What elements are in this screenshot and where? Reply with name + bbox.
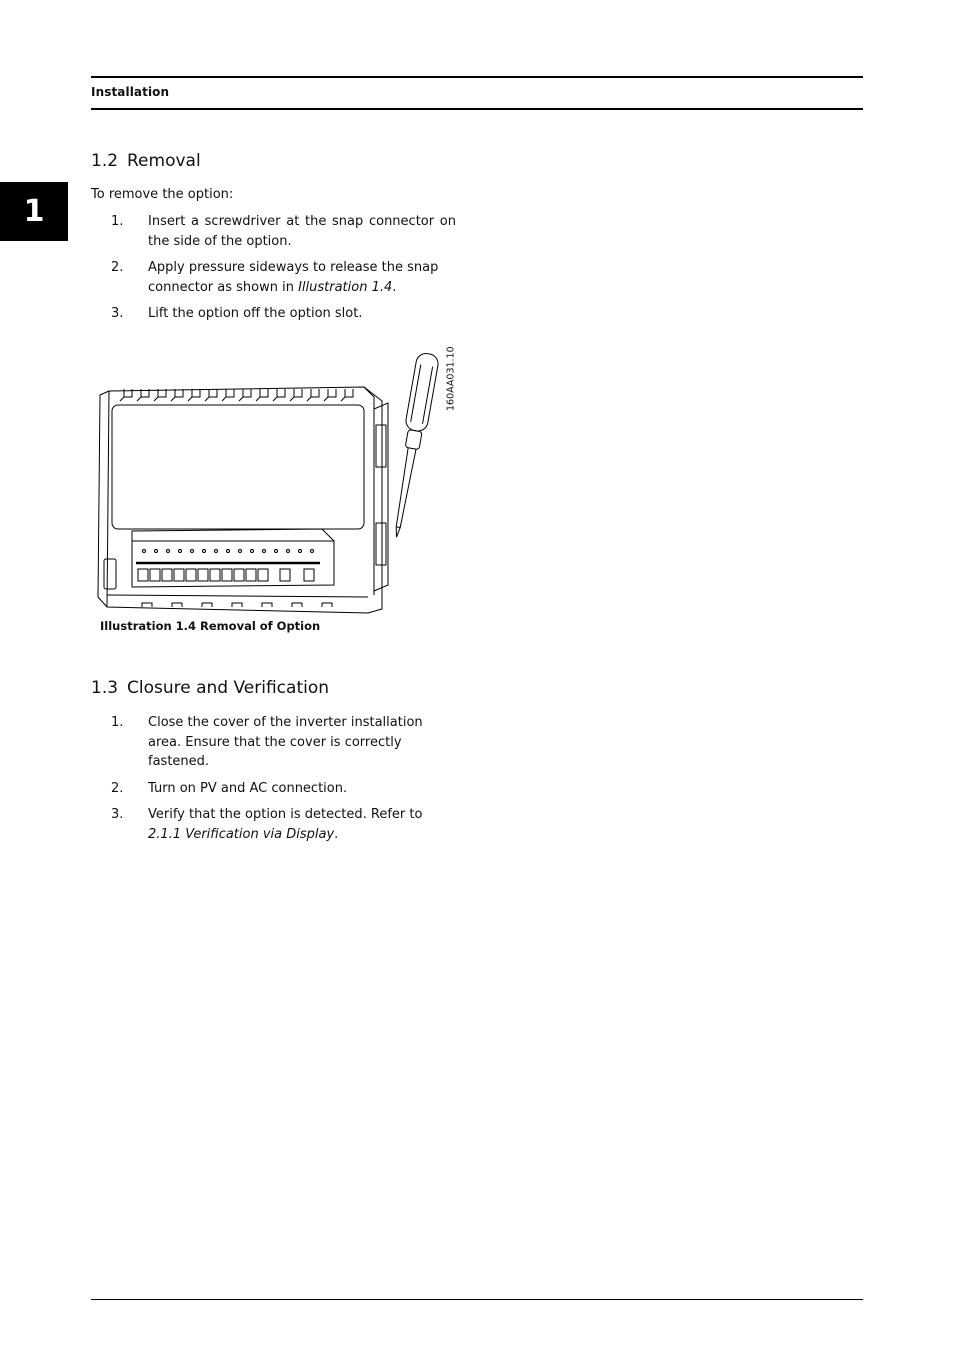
step-number: 2.: [111, 780, 124, 796]
step-number: 1.: [111, 214, 124, 229]
section-title: Closure and Verification: [127, 678, 330, 698]
list-item: [91, 304, 456, 324]
step-text: [148, 258, 456, 297]
step-number: 2.: [111, 260, 124, 275]
figure-code: 160AA031.10: [445, 346, 457, 412]
closure-steps: [91, 713, 456, 851]
step-text: Close the cover of the inverter installation area. Ensure that the cover is correctly fastened.: [148, 715, 423, 769]
step-text: Lift the option off the option slot.: [148, 306, 363, 321]
header-bottom-rule: [91, 108, 863, 110]
section-heading-removal: [91, 151, 201, 171]
step-text: Turn on PV and AC connection.: [148, 780, 348, 796]
section-reference-link[interactable]: 2.1.1 Verification via Display: [148, 826, 335, 842]
terminal-slots: [138, 569, 314, 581]
terminal-screws: [143, 550, 314, 553]
step-text: Insert a screwdriver at the snap connector on the side of the option.: [148, 214, 456, 249]
removal-illustration: [92, 345, 462, 617]
header-title: Installation: [91, 85, 170, 99]
chapter-tab: 1: [0, 182, 68, 241]
step-text-part: Apply pressure sideways to release the snap connector as shown in: [148, 260, 439, 295]
step-number: 3.: [111, 807, 124, 822]
list-item: [91, 779, 456, 799]
list-item: [91, 805, 456, 844]
section-number: 1.2: [91, 151, 119, 171]
step-number: 1.: [111, 715, 124, 730]
figure-caption: [100, 619, 320, 633]
list-item: [91, 212, 456, 251]
intro-text: To remove the option:: [91, 187, 234, 202]
illustration-reference-link[interactable]: Illustration 1.4: [298, 279, 393, 295]
caption-ref: Illustration 1.4: [100, 619, 197, 633]
step-number: 3.: [111, 306, 124, 321]
step-text-part: Verify that the option is detected. Refer to: [148, 807, 423, 822]
footer-rule: [91, 1299, 863, 1300]
step-text-part: .: [334, 826, 339, 842]
section-number: 1.3: [91, 678, 119, 698]
screwdriver: [386, 352, 440, 539]
step-text-part: .: [392, 279, 397, 295]
screwdriver-handle: [404, 352, 439, 433]
removal-steps: [91, 212, 456, 331]
section-heading-closure: [91, 678, 329, 698]
caption-title: Removal of Option: [200, 619, 321, 633]
snap-connector: [376, 425, 386, 467]
section-title: Removal: [127, 151, 201, 171]
label-panel: [112, 405, 364, 529]
bottom-feet: [142, 603, 332, 607]
header-top-rule: [91, 76, 863, 78]
left-clip: [104, 559, 116, 589]
list-item: [91, 258, 456, 297]
vent-slots: [120, 389, 353, 401]
list-item: [91, 713, 456, 772]
step-text: [148, 805, 456, 844]
